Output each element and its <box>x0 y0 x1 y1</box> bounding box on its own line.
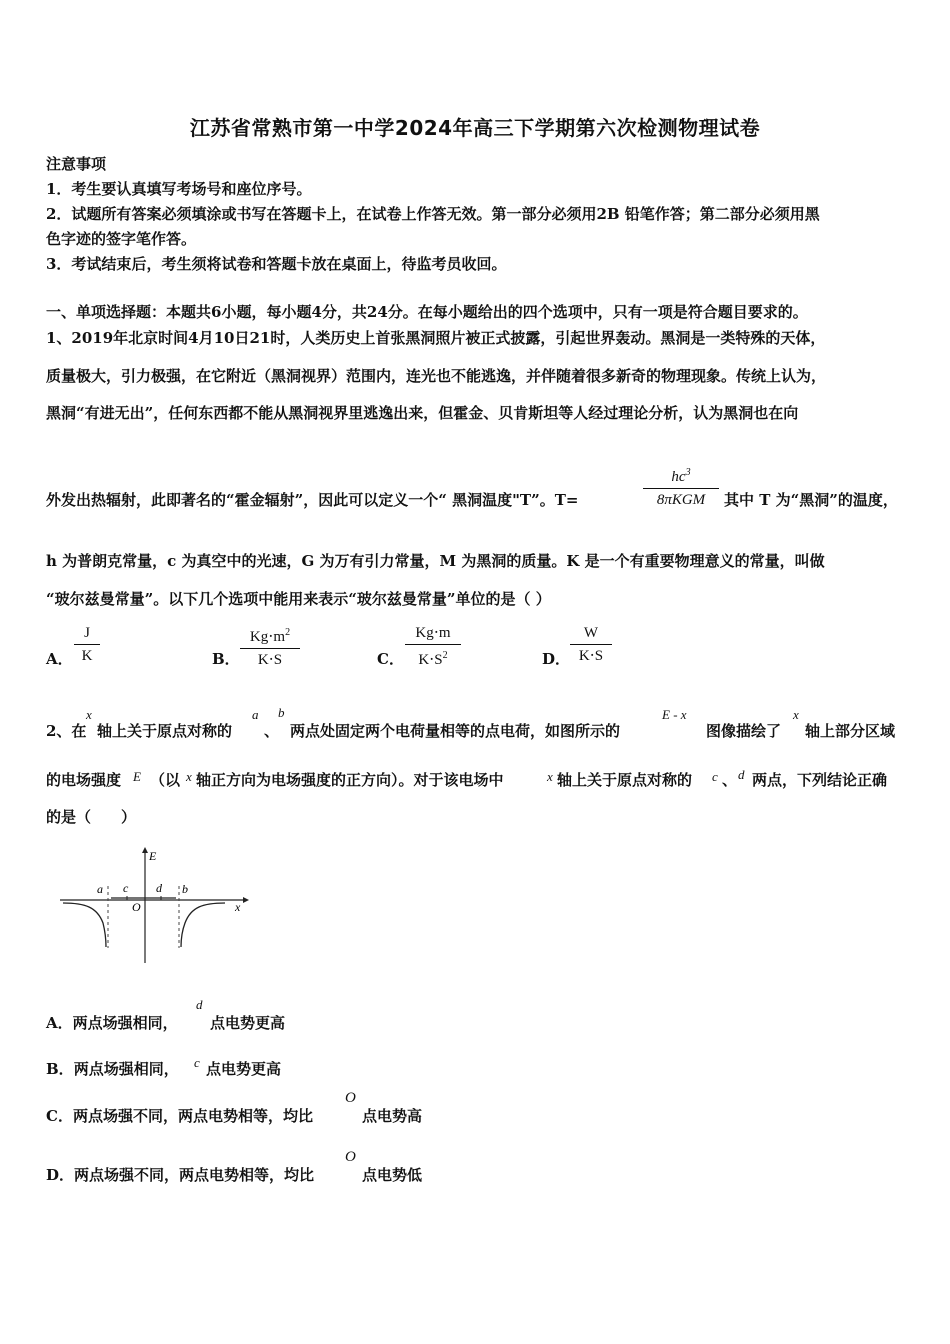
q2-option-c-var: O <box>345 1090 356 1106</box>
q2-option-c-tail: 点电势高 <box>362 1107 423 1125</box>
q2-var-E: E <box>133 769 141 784</box>
q2-var-b: b <box>278 705 285 720</box>
q1-option-a-fraction: J K <box>74 624 100 665</box>
notice-item-3: 3．考试结束后，考生须将试卷和答题卡放在桌面上，待监考员收回。 <box>46 255 507 273</box>
q1-line-5: h 为普朗克常量，c 为真空中的光速，G 为万有引力常量，M 为黑洞的质量。K 是一个有重要物理意义的常量，叫做 <box>46 552 825 570</box>
q1-option-c-fraction: Kg⋅m $K\cdot S^2$ <box>405 624 461 669</box>
q1-option-d-fraction: W K⋅S <box>570 624 612 665</box>
notice-item-1: 1．考生要认真填写考场号和座位序号。 <box>46 180 312 198</box>
q1-formula <box>643 464 719 509</box>
q2-line-3: 的是（ ） <box>46 808 137 826</box>
q2-option-c: C．两点场强不同，两点电势相等，均比 <box>46 1107 313 1125</box>
q2-option-d-tail: 点电势低 <box>362 1166 423 1184</box>
q2-var-ex: E - x <box>662 707 687 722</box>
graph-label-O: O <box>132 900 141 914</box>
q2-text-1: 2、在 <box>46 722 87 740</box>
q1-option-b-label: B． <box>212 650 240 668</box>
q2-var-d: d <box>738 767 745 782</box>
formula-numerator: hc <box>671 469 686 485</box>
formula-denominator: 8πKGM <box>656 492 706 508</box>
q1-option-b-fraction: $Kg\cdot m^2$ K⋅S <box>240 624 300 669</box>
q2-dot: 、 <box>722 771 738 789</box>
q2-var-a: a <box>252 707 259 722</box>
notice-heading: 注意事项 <box>46 155 107 173</box>
q2-line2-a: 的电场强度 <box>46 771 122 789</box>
q2-text-5: 轴上部分区域 <box>805 722 896 740</box>
graph-label-x: x <box>235 900 241 914</box>
q1-line-2: 质量极大，引力极强，在它附近（黑洞视界）范围内，连光也不能逃逸，并伴随着很多新奇的物理现象。传统上认为， <box>46 367 827 385</box>
q1-line-6: “玻尔兹曼常量”。以下几个选项中能用来表示“玻尔兹曼常量”单位的是（ ） <box>46 590 551 608</box>
q1-option-c-label: C． <box>377 650 404 668</box>
notice-item-2-cont: 色字迹的签字笔作答。 <box>46 230 197 248</box>
x-axis-arrow <box>243 897 249 903</box>
q1-line-4a: 外发出热辐射，此即著名的“霍金辐射”，因此可以定义一个“ 黑洞温度"T”。T= <box>46 491 579 509</box>
q2-var-x4: x <box>547 769 553 784</box>
q2-line2-c: 轴正方向为电场强度的正方向）。对于该电场中 <box>196 771 504 789</box>
q2-option-b-var: c <box>194 1055 200 1070</box>
q2-line2-d: 轴上关于原点对称的 <box>557 771 693 789</box>
q2-option-b-tail: 点电势更高 <box>206 1060 282 1078</box>
graph-label-E: E <box>149 849 157 863</box>
q2-text-2: 轴上关于原点对称的 <box>97 722 233 740</box>
q2-option-d: D．两点场强不同，两点电势相等，均比 <box>46 1166 315 1184</box>
q1-line-3: 黑洞“有进无出”，任何东西都不能从黑洞视界里逃逸出来，但霍金、贝肯斯坦等人经过理论分析，认为黑洞也在向 <box>46 404 799 422</box>
formula-numerator-exp: 3 <box>685 467 691 478</box>
curve-left <box>63 903 106 947</box>
e-axis-arrow <box>142 847 148 853</box>
q2-var-x: x <box>86 707 92 722</box>
q2-var-c: c <box>712 769 718 784</box>
e-x-graph <box>55 843 255 968</box>
q2-var-x2: x <box>793 707 799 722</box>
q2-line2-e: 两点，下列结论正确 <box>752 771 888 789</box>
graph-label-d: d <box>156 881 162 895</box>
q2-sep: 、 <box>264 722 280 740</box>
q2-text-4: 图像描绘了 <box>706 722 782 740</box>
curve-right <box>181 903 225 947</box>
q2-option-b: B．两点场强相同， <box>46 1060 179 1078</box>
q1-option-a-label: A． <box>46 650 73 668</box>
notice-item-2: 2．试题所有答案必须填涂或书写在答题卡上，在试卷上作答无效。第一部分必须用2B 铅笔作答；第二部分必须用黑 <box>46 205 820 223</box>
q2-option-a-tail: 点电势更高 <box>210 1014 286 1032</box>
q2-line2-b: （以 <box>150 771 181 789</box>
q2-text-3: 两点处固定两个电荷量相等的点电荷，如图所示的 <box>290 722 621 740</box>
q2-option-d-var: O <box>345 1149 356 1165</box>
q1-option-d-label: D． <box>542 650 571 668</box>
page-title: 江苏省常熟市第一中学2024年高三下学期第六次检测物理试卷 <box>189 116 761 140</box>
q1-line-4b: 其中 T 为“黑洞”的温度， <box>724 491 898 509</box>
section-heading: 一、单项选择题：本题共6小题，每小题4分，共24分。在每小题给出的四个选项中，只有一项是符合题目要求的。 <box>46 303 808 321</box>
graph-label-a: a <box>97 882 103 896</box>
q2-option-a-var: d <box>196 997 203 1012</box>
q1-line-1: 1、2019年北京时间4月10日21时，人类历史上首张黑洞照片被正式披露，引起世界轰动。黑洞是一类特殊的天体， <box>46 329 826 347</box>
q2-var-x3: x <box>186 769 192 784</box>
graph-label-c: c <box>123 881 129 895</box>
q2-option-a: A．两点场强相同， <box>46 1014 178 1032</box>
graph-label-b: b <box>182 882 188 896</box>
